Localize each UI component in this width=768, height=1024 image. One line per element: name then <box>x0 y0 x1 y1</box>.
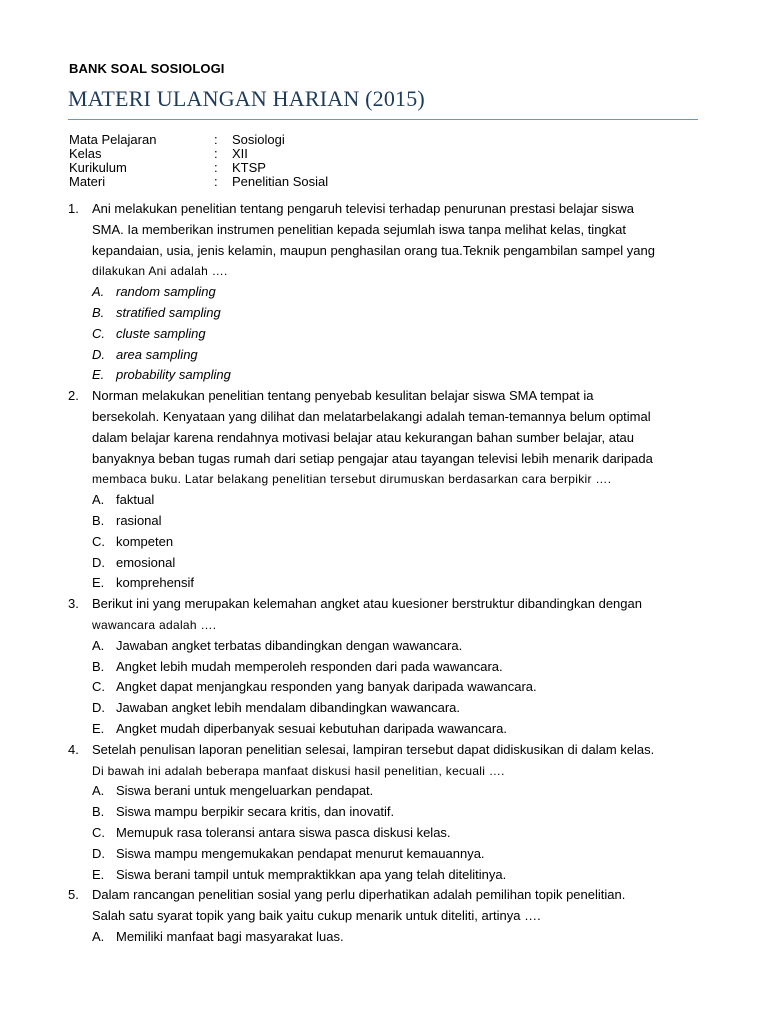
question-line: Dalam rancangan penelitian sosial yang perlu diperhatikan adalah pemilihan topik penelitian. <box>92 887 626 903</box>
option-letter: C. <box>92 325 105 341</box>
option-text: komprehensif <box>116 575 195 591</box>
answer-option <box>68 677 708 698</box>
option-text: random sampling <box>116 284 216 300</box>
option-letter: B. <box>92 304 105 320</box>
option-text: Memiliki manfaat bagi masyarakat luas. <box>116 928 344 944</box>
question-list <box>68 199 708 948</box>
option-text: rasional <box>116 512 162 528</box>
info-row-material <box>69 175 328 189</box>
info-value: KTSP <box>232 160 266 175</box>
question-line: Ani melakukan penelitian tentang pengaruh televisi terhadap penurunan prestasi belajar siswa <box>92 201 635 216</box>
answer-option <box>68 303 708 324</box>
question-line: banyaknya beban tugas rumah dari setiap pengajar atau tayangan televisi lebih menarik daripada <box>92 450 653 466</box>
option-letter: E. <box>92 720 105 736</box>
option-text: area sampling <box>116 346 198 362</box>
answer-option <box>68 636 708 657</box>
info-colon: : <box>214 132 218 147</box>
option-letter: A. <box>92 928 105 944</box>
info-value: Sosiologi <box>232 132 285 147</box>
option-text: Siswa berani tampil untuk mempraktikkan apa yang telah ditelitinya. <box>116 866 507 882</box>
answer-option <box>68 802 708 823</box>
option-text: Angket lebih mudah memperoleh responden dari pada wawancara. <box>116 658 503 674</box>
option-text: Siswa mampu berpikir secara kritis, dan inovatif. <box>116 804 395 820</box>
title-underline <box>68 119 698 120</box>
info-label: Kelas <box>69 146 102 161</box>
info-colon: : <box>214 160 218 175</box>
question-number: 4. <box>68 741 79 757</box>
option-letter: B. <box>92 804 105 820</box>
option-text: Jawaban angket terbatas dibandingkan dengan wawancara. <box>116 637 463 653</box>
question-line: Di bawah ini adalah beberapa manfaat diskusi hasil penelitian, kecuali …. <box>92 763 505 778</box>
info-colon: : <box>214 174 218 189</box>
option-text: kompeten <box>116 533 174 549</box>
option-letter: E. <box>92 575 105 591</box>
question-3 <box>68 594 708 636</box>
option-letter: E. <box>92 866 105 882</box>
question-2 <box>68 386 708 490</box>
info-label: Materi <box>69 174 106 189</box>
question-text <box>92 740 708 782</box>
question-line: dilakukan Ani adalah …. <box>92 264 228 279</box>
option-text: Jawaban angket lebih mendalam dibandingkan wawancara. <box>116 700 461 716</box>
question-line: Setelah penulisan laporan penelitian selesai, lampiran tersebut dapat didiskusikan di dalam kelas. <box>92 741 655 757</box>
option-letter: C. <box>92 679 105 695</box>
option-letter: D. <box>92 346 105 362</box>
info-row-class <box>69 147 328 161</box>
info-value: XII <box>232 146 248 161</box>
answer-option <box>68 490 708 511</box>
answer-option <box>68 511 708 532</box>
answer-option <box>68 781 708 802</box>
option-text: Siswa mampu mengemukakan pendapat menurut kemauannya. <box>116 845 485 861</box>
option-letter: E. <box>92 367 105 383</box>
option-text: cluste sampling <box>116 325 206 341</box>
option-text: emosional <box>116 554 176 570</box>
option-text: probability sampling <box>116 367 231 383</box>
option-letter: A. <box>92 492 105 508</box>
question-line: dalam belajar karena rendahnya motivasi belajar atau kekurangan bahan sumber belajar, atau <box>92 429 635 445</box>
question-line: bersekolah. Kenyataan yang dilihat dan melatarbelakangi adalah teman-temannya belum optimal <box>92 408 651 424</box>
info-row-subject <box>69 133 328 147</box>
option-text: Memupuk rasa toleransi antara siswa pasca diskusi kelas. <box>116 824 451 840</box>
answer-option <box>68 719 708 740</box>
answer-option <box>68 698 708 719</box>
answer-option <box>68 345 708 366</box>
answer-option <box>68 573 708 594</box>
question-line: SMA. Ia memberikan instrumen penelitian kepada sejumlah iswa tanpa melihat kelas, tingkat <box>92 221 626 237</box>
answer-option <box>68 927 708 948</box>
question-text <box>92 885 708 927</box>
option-text: Angket mudah diperbanyak sesuai kebutuhan daripada wawancara. <box>116 720 507 736</box>
info-row-curriculum <box>69 161 328 175</box>
document-header: BANK SOAL SOSIOLOGI <box>69 61 225 76</box>
option-letter: A. <box>92 284 105 300</box>
option-letter: D. <box>92 554 105 570</box>
info-colon: : <box>214 146 218 161</box>
answer-option <box>68 553 708 574</box>
question-5 <box>68 885 708 927</box>
answer-option <box>68 365 708 386</box>
answer-option <box>68 823 708 844</box>
option-letter: C. <box>92 533 105 549</box>
question-line: membaca buku. Latar belakang penelitian tersebut dirumuskan berdasarkan cara berpikir …. <box>92 472 612 487</box>
question-text <box>92 199 708 282</box>
question-number: 2. <box>68 388 79 404</box>
answer-option <box>68 844 708 865</box>
question-line: Berikut ini yang merupakan kelemahan angket atau kuesioner berstruktur dibandingkan dengan <box>92 596 642 612</box>
document-title: MATERI ULANGAN HARIAN (2015) <box>68 86 425 111</box>
answer-option <box>68 324 708 345</box>
option-letter: D. <box>92 845 105 861</box>
info-label: Mata Pelajaran <box>69 132 157 147</box>
answer-option <box>68 282 708 303</box>
info-value: Penelitian Sosial <box>232 174 329 189</box>
question-line: Norman melakukan penelitian tentang penyebab kesulitan belajar siswa SMA tempat ia <box>92 388 594 404</box>
option-text: Siswa berani untuk mengeluarkan pendapat. <box>116 783 374 799</box>
option-letter: C. <box>92 824 105 840</box>
answer-option <box>68 865 708 886</box>
option-letter: B. <box>92 658 105 674</box>
question-number: 3. <box>68 596 79 612</box>
option-letter: A. <box>92 637 105 653</box>
option-letter: D. <box>92 700 105 716</box>
question-1 <box>68 199 708 282</box>
answer-option <box>68 657 708 678</box>
option-letter: B. <box>92 512 105 528</box>
subject-info <box>69 133 328 189</box>
option-text: stratified sampling <box>116 304 221 320</box>
answer-option <box>68 532 708 553</box>
question-number: 1. <box>68 201 79 216</box>
question-line: Salah satu syarat topik yang baik yaitu cukup menarik untuk diteliti, artinya …. <box>92 908 541 924</box>
option-text: Angket dapat menjangkau responden yang banyak daripada wawancara. <box>116 679 537 695</box>
question-4 <box>68 740 708 782</box>
question-number: 5. <box>68 887 79 903</box>
question-text <box>92 594 708 636</box>
question-text <box>92 386 708 490</box>
question-line: wawancara adalah …. <box>92 617 217 632</box>
info-label: Kurikulum <box>69 160 127 175</box>
option-text: faktual <box>116 492 155 508</box>
question-line: kepandaian, usia, jenis kelamin, maupun penghasilan orang tua.Teknik pengambilan sampel yang <box>92 242 655 258</box>
option-letter: A. <box>92 783 105 799</box>
